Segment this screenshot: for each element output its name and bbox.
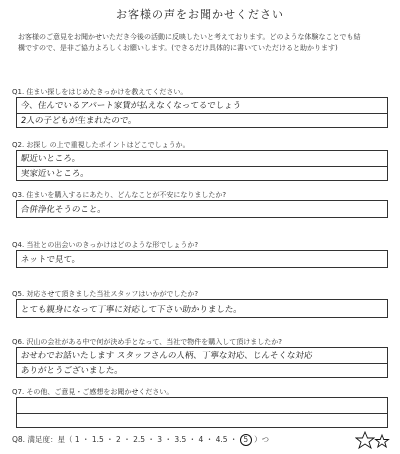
question-1-label: Q1. 住まい探しをはじめたきっかけを教えてください。 [12,88,188,96]
question-1-answer-line-1: 今、住んでいるアパート家賃が払えなくなってるでしょう [20,101,242,111]
answer-rule [17,413,387,414]
rating-suffix: ）つ [254,435,270,444]
page-title: お客様の声をお聞かせください [116,8,284,21]
question-7-label: Q7. その他、ご意見・ご感想をお聞かせください。 [12,388,174,396]
question-3-label: Q3. 住まいを購入するにあたり、どんなことが不安になりましたか? [12,191,227,199]
intro-line-2: 構ですので、是非ご協力よろしくお願いします。(できるだけ具体的に書いていただけると助かります) [18,44,338,52]
question-2-label: Q2. お探し の上で重視したポイントはどこでしょうか。 [12,141,190,149]
question-4-label: Q4. 当社との出会いのきっかけはどのような形でしょうか? [12,241,199,249]
star-doodle-icon [355,430,395,450]
question-5-label: Q5. 対応させて頂きました当社スタッフはいかがでしたか? [12,290,199,298]
question-5-answer-box [16,299,388,318]
question-5-answer-line-1: とても親身になって丁寧に対応して下さい助かりました。 [20,305,243,315]
question-6-label: Q6. 沢山の会社がある中で何が決め手となって、当社で物件を購入して頂けましたか? [12,338,282,346]
question-4-answer-box [16,250,388,268]
question-7-answer-box [16,397,388,428]
question-3-answer-box [16,200,388,218]
rating-label: Q8. 満足度：星（ 1 ・ 1.5 ・ 2 ・ 2.5 ・ 3 ・ 3.5 ・ 4 ・ 4.5 ・ [12,435,238,444]
intro-text [18,32,388,54]
question-6-answer-line-2: ありがとうございました。 [20,366,124,376]
question-2-answer-line-1: 駅近いところ。 [20,154,81,164]
question-1-answer-line-2: 2人の子どもが生まれたので。 [20,116,138,126]
question-2-answer-line-2: 実家近いところ。 [20,169,90,179]
question-3-answer-line-1: 合併浄化そうのこと。 [20,205,107,215]
question-2-answer-box [16,150,388,181]
rating-row [12,434,269,446]
intro-line-1: お客様のご意見をお聞かせいただき今後の活動に反映したいと考えております。どのような体験なことでも結 [18,33,361,41]
question-6-answer-line-1: おせわでお話いたします スタッフさんの人柄、丁寧な対応、じんそくな対応 [20,351,313,361]
question-4-answer-line-1: ネットで見て。 [20,255,81,265]
rating-selected-5: 5 [240,434,252,446]
question-6-answer-box [16,347,388,378]
question-1-answer-box [16,97,388,128]
